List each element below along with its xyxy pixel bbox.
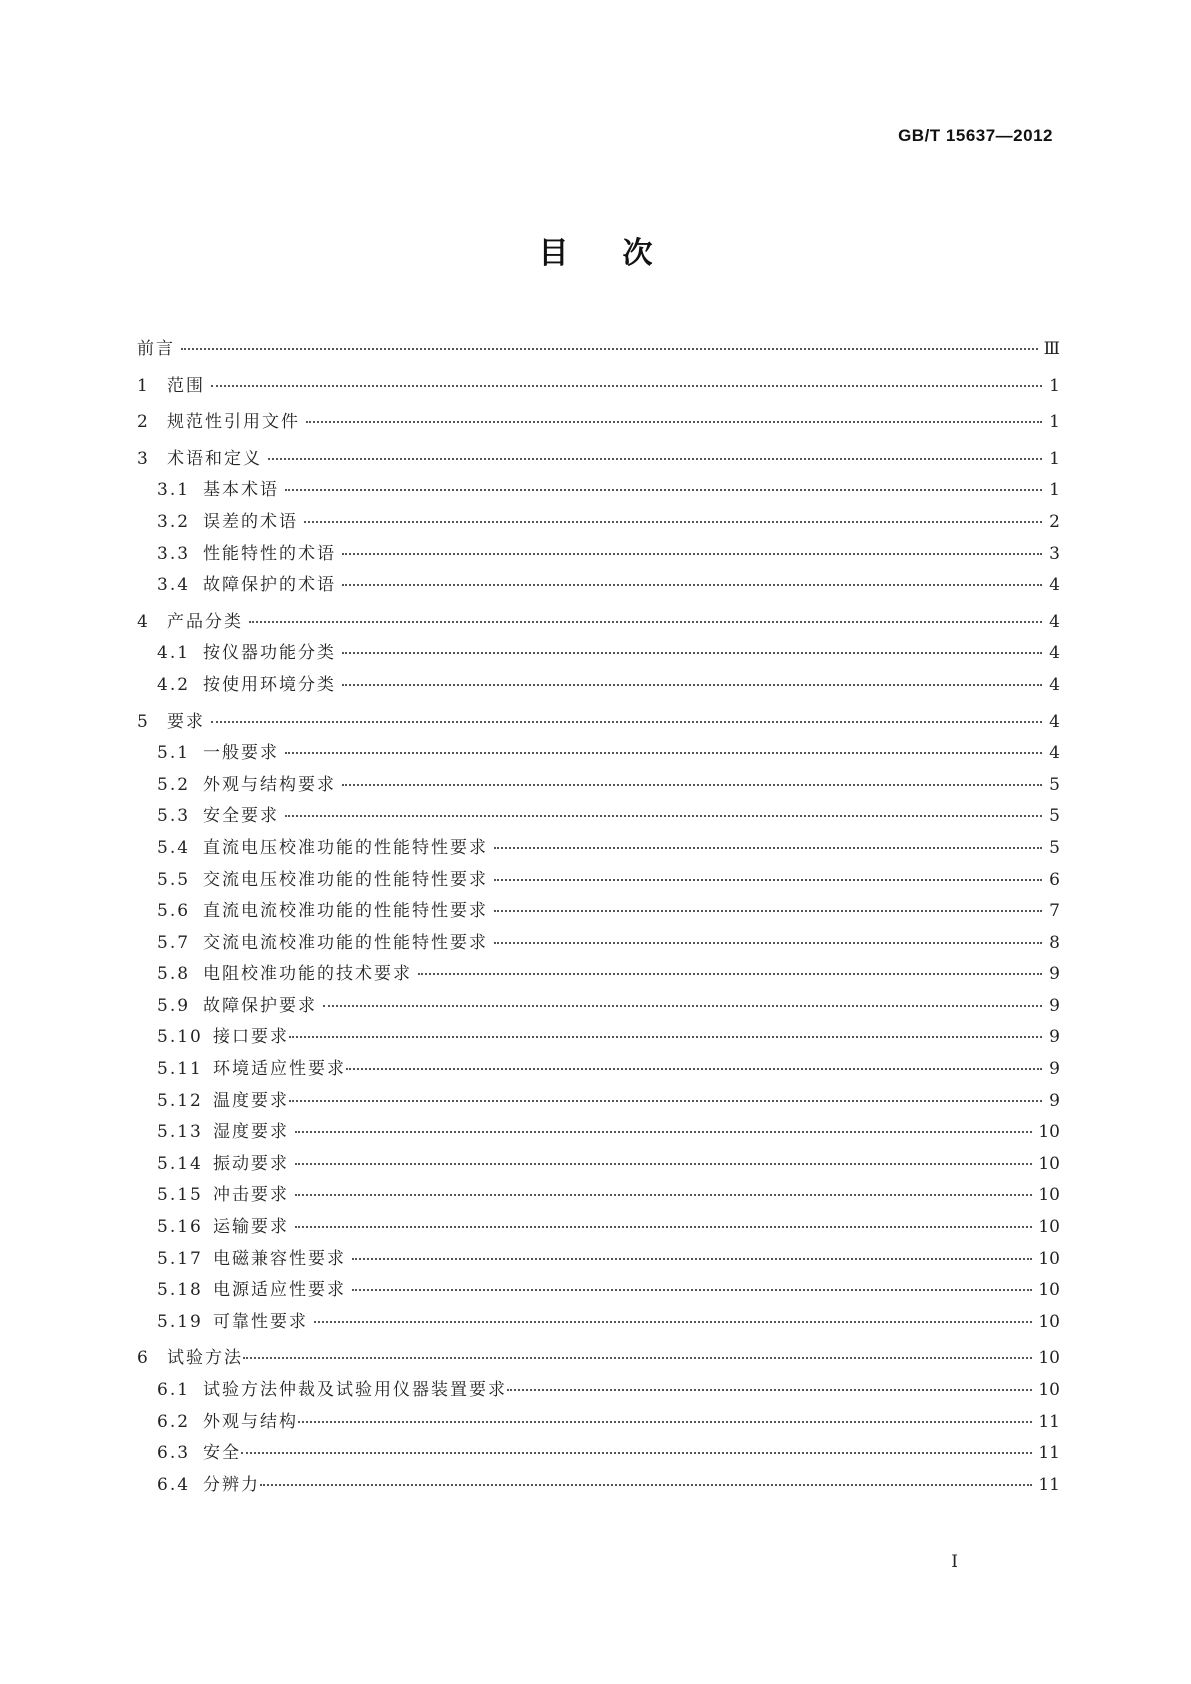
toc-entry-number: 5.5 — [157, 869, 191, 890]
toc-dot-leader — [306, 404, 1042, 423]
toc-entry-label: 试验方法仲裁及试验用仪器装置要求 — [203, 1380, 507, 1400]
toc-entry[interactable] — [137, 1244, 1060, 1276]
toc-dot-leader — [260, 1467, 1032, 1486]
toc-entry-page: 4 — [1049, 711, 1060, 732]
toc-entry-label: 按使用环境分类 — [203, 674, 336, 695]
toc-entry-number: 3.2 — [157, 511, 191, 532]
toc-entry-number: 1 — [137, 375, 150, 396]
toc-dot-leader — [268, 441, 1042, 460]
toc-dot-leader — [494, 862, 1042, 881]
toc-entry-page: 11 — [1038, 1411, 1060, 1432]
toc-dot-leader — [289, 1019, 1042, 1038]
toc-entry-label: 术语和定义 — [167, 448, 262, 469]
toc-entry-label: 冲击要求 — [213, 1185, 289, 1206]
toc-entry-page: 5 — [1049, 774, 1060, 795]
toc-entry-page: Ⅲ — [1043, 339, 1060, 359]
standard-code: GB/T 15637—2012 — [898, 126, 1053, 145]
toc-entry-label: 环境适应性要求 — [213, 1059, 346, 1080]
toc-entry-page: 10 — [1038, 1122, 1060, 1143]
toc-entry-number: 5.19 — [157, 1311, 203, 1332]
toc-entry-page: 9 — [1049, 995, 1060, 1016]
toc-dot-leader — [285, 798, 1042, 817]
toc-entry-number: 5.3 — [157, 806, 191, 827]
toc-dot-leader — [181, 331, 1038, 350]
toc-entry[interactable] — [137, 1054, 1060, 1086]
toc-entry-number: 5.10 — [157, 1027, 203, 1048]
toc-entry-label: 一般要求 — [203, 743, 279, 764]
toc-entry-page: 5 — [1049, 837, 1060, 858]
toc-entry[interactable] — [137, 1180, 1060, 1212]
toc-entry-label: 接口要求 — [213, 1027, 289, 1048]
toc-entry-page: 10 — [1038, 1217, 1060, 1238]
toc-entry-number: 5.6 — [157, 901, 191, 922]
toc-entry-page: 4 — [1049, 611, 1060, 632]
toc-dot-leader — [211, 704, 1042, 723]
toc-entry-number: 5.18 — [157, 1280, 203, 1301]
toc-entry[interactable] — [137, 1086, 1060, 1118]
toc-dot-leader — [346, 1051, 1042, 1070]
toc-entry[interactable] — [137, 1275, 1060, 1307]
toc-dot-leader — [211, 368, 1042, 387]
toc-entry-page: 10 — [1038, 1153, 1060, 1174]
toc-entry-number: 5.12 — [157, 1090, 203, 1111]
toc-entry-label: 外观与结构要求 — [203, 774, 336, 795]
toc-entry-page: 10 — [1038, 1380, 1060, 1400]
toc-dot-leader — [295, 1209, 1032, 1228]
toc-entry-page: 4 — [1049, 575, 1060, 596]
toc-entry-page: 8 — [1049, 932, 1060, 953]
toc-entry-number: 5.16 — [157, 1217, 203, 1238]
toc-entry-page: 9 — [1049, 1090, 1060, 1111]
toc-entry-page: 10 — [1038, 1248, 1060, 1269]
toc-dot-leader — [285, 472, 1042, 491]
toc-entry-number: 5.11 — [157, 1059, 203, 1080]
toc-entry[interactable] — [137, 833, 1060, 865]
toc-entry-label: 故障保护的术语 — [203, 575, 336, 596]
toc-entry-number: 6 — [137, 1348, 150, 1369]
toc-entry[interactable] — [137, 670, 1060, 702]
toc-entry-label: 分辨力 — [203, 1474, 260, 1495]
toc-entry-number: 6.4 — [157, 1474, 191, 1495]
toc-entry-page: 1 — [1049, 448, 1060, 469]
toc-entry[interactable] — [137, 707, 1060, 739]
toc-dot-leader — [418, 956, 1042, 975]
toc-entry[interactable] — [137, 1375, 1060, 1407]
toc-entry[interactable] — [137, 570, 1060, 602]
toc-dot-leader — [295, 1146, 1032, 1165]
toc-dot-leader — [507, 1372, 1032, 1391]
toc-entry-number: 5.15 — [157, 1185, 203, 1206]
toc-dot-leader — [249, 604, 1042, 623]
toc-dot-leader — [314, 1304, 1032, 1323]
toc-entry[interactable] — [137, 1117, 1060, 1149]
toc-entry[interactable] — [137, 1438, 1060, 1470]
toc-entry[interactable] — [137, 539, 1060, 571]
toc-entry[interactable] — [137, 607, 1060, 639]
toc-entry-label: 试验方法 — [167, 1348, 243, 1369]
toc-dot-leader — [298, 1404, 1032, 1423]
toc-entry-page: 4 — [1049, 674, 1060, 695]
toc-entry-label: 基本术语 — [203, 480, 279, 501]
toc-entry[interactable] — [137, 770, 1060, 802]
toc-entry-page: 5 — [1049, 806, 1060, 827]
toc-dot-leader — [304, 504, 1042, 523]
toc-entry-label: 直流电流校准功能的性能特性要求 — [203, 901, 488, 922]
toc-entry-page: 11 — [1038, 1474, 1060, 1495]
toc-entry-label: 性能特性的术语 — [203, 543, 336, 564]
toc-entry-label: 故障保护要求 — [203, 995, 317, 1016]
toc-entry[interactable] — [137, 738, 1060, 770]
toc-dot-leader — [295, 1114, 1032, 1133]
toc-entry[interactable] — [137, 1149, 1060, 1181]
toc-entry-page: 6 — [1049, 869, 1060, 890]
toc-entry[interactable] — [137, 444, 1060, 476]
toc-entry-number: 2 — [137, 412, 150, 433]
toc-entry-page: 4 — [1049, 643, 1060, 664]
toc-entry[interactable] — [137, 928, 1060, 960]
page-title — [0, 228, 1191, 272]
toc-dot-leader — [342, 536, 1042, 555]
toc-entry[interactable] — [137, 507, 1060, 539]
toc-dot-leader — [494, 925, 1042, 944]
toc-entry-page: 2 — [1049, 511, 1060, 532]
toc-dot-leader — [289, 1083, 1042, 1102]
toc-entry[interactable] — [137, 959, 1060, 991]
toc-entry-label: 振动要求 — [213, 1153, 289, 1174]
toc-entry-label: 误差的术语 — [203, 511, 298, 532]
toc-entry-page: 11 — [1038, 1443, 1060, 1464]
toc-entry-page: 1 — [1049, 412, 1060, 433]
toc-entry-number: 5.14 — [157, 1153, 203, 1174]
toc-entry-number: 3.1 — [157, 480, 191, 501]
toc-entry-number: 5.17 — [157, 1248, 203, 1269]
toc-entry-page: 9 — [1049, 1059, 1060, 1080]
toc-entry[interactable] — [137, 1343, 1060, 1375]
toc-entry[interactable] — [137, 896, 1060, 928]
toc-entry-number: 5.1 — [157, 743, 191, 764]
toc-entry-number: 6.2 — [157, 1411, 191, 1432]
toc-entry-page: 1 — [1049, 375, 1060, 396]
toc-dot-leader — [342, 767, 1042, 786]
toc-entry-page: 9 — [1049, 964, 1060, 985]
toc-entry[interactable] — [137, 801, 1060, 833]
toc-entry-number: 4.2 — [157, 674, 191, 695]
toc-entry-label: 电磁兼容性要求 — [213, 1248, 346, 1269]
toc-dot-leader — [342, 635, 1042, 654]
toc-entry-number: 4.1 — [157, 643, 191, 664]
toc-entry[interactable] — [137, 334, 1060, 366]
toc-entry-label: 前言 — [137, 339, 175, 359]
toc-entry-label: 安全 — [203, 1443, 241, 1464]
toc-entry-label: 外观与结构 — [203, 1411, 298, 1432]
toc-entry[interactable] — [137, 1307, 1060, 1339]
toc-entry-label: 运输要求 — [213, 1217, 289, 1238]
toc-entry-label: 要求 — [167, 711, 205, 732]
toc-entry-label: 直流电压校准功能的性能特性要求 — [203, 837, 488, 858]
toc-entry[interactable] — [137, 407, 1060, 439]
toc-dot-leader — [295, 1177, 1032, 1196]
toc-entry-number: 5.8 — [157, 964, 191, 985]
toc-dot-leader — [323, 988, 1042, 1007]
toc-dot-leader — [352, 1272, 1032, 1291]
toc-dot-leader — [243, 1340, 1032, 1359]
toc-entry-label: 电阻校准功能的技术要求 — [203, 964, 412, 985]
toc-entry-number: 5.9 — [157, 995, 191, 1016]
toc-dot-leader — [241, 1435, 1032, 1454]
toc-entry[interactable] — [137, 991, 1060, 1023]
toc-entry-number: 5.4 — [157, 837, 191, 858]
toc-entry-label: 交流电流校准功能的性能特性要求 — [203, 932, 488, 953]
toc-entry[interactable] — [137, 638, 1060, 670]
toc-entry[interactable] — [137, 1470, 1060, 1502]
toc-entry-label: 规范性引用文件 — [167, 412, 300, 433]
toc-dot-leader — [342, 667, 1042, 686]
toc-entry-label: 电源适应性要求 — [213, 1280, 346, 1301]
toc-entry-label: 可靠性要求 — [213, 1311, 308, 1332]
toc-entry-page: 10 — [1038, 1311, 1060, 1332]
toc-entry-page: 10 — [1038, 1348, 1060, 1369]
toc-entry-page: 10 — [1038, 1185, 1060, 1206]
toc-entry-number: 3 — [137, 448, 150, 469]
toc-entry-page: 1 — [1049, 480, 1060, 501]
toc-dot-leader — [494, 893, 1042, 912]
toc-entry-number: 5.7 — [157, 932, 191, 953]
toc-entry-number: 5 — [137, 711, 150, 732]
toc-entry-page: 9 — [1049, 1027, 1060, 1048]
toc-entry-label: 按仪器功能分类 — [203, 643, 336, 664]
toc-entry-label: 交流电压校准功能的性能特性要求 — [203, 869, 488, 890]
page-number: Ⅰ — [951, 1552, 958, 1572]
toc-entry-page: 10 — [1038, 1280, 1060, 1301]
title-char-1: 目 — [538, 236, 569, 271]
toc-entry-label: 范围 — [167, 375, 205, 396]
toc-dot-leader — [352, 1241, 1032, 1260]
toc-entry-number: 5.2 — [157, 774, 191, 795]
toc-entry-number: 4 — [137, 611, 150, 632]
toc-entry-number: 3.4 — [157, 575, 191, 596]
toc-entry[interactable] — [137, 1212, 1060, 1244]
toc-entry-label: 温度要求 — [213, 1090, 289, 1111]
toc-entry-number: 6.1 — [157, 1380, 191, 1400]
toc-entry-label: 湿度要求 — [213, 1122, 289, 1143]
toc-entry-page: 4 — [1049, 743, 1060, 764]
toc-dot-leader — [342, 567, 1042, 586]
toc-entry-number: 3.3 — [157, 543, 191, 564]
toc-entry[interactable] — [137, 1022, 1060, 1054]
toc-entry[interactable] — [137, 475, 1060, 507]
toc-entry[interactable] — [137, 1407, 1060, 1439]
toc-entry-number: 5.13 — [157, 1122, 203, 1143]
toc-entry[interactable] — [137, 371, 1060, 403]
table-of-contents — [137, 334, 1060, 1501]
toc-entry-label: 产品分类 — [167, 611, 243, 632]
toc-entry-page: 7 — [1049, 901, 1060, 922]
toc-entry-label: 安全要求 — [203, 806, 279, 827]
toc-entry-page: 3 — [1049, 543, 1060, 564]
toc-entry[interactable] — [137, 865, 1060, 897]
toc-dot-leader — [285, 735, 1042, 754]
toc-dot-leader — [494, 830, 1042, 849]
toc-entry-number: 6.3 — [157, 1443, 191, 1464]
title-char-2: 次 — [622, 236, 653, 271]
